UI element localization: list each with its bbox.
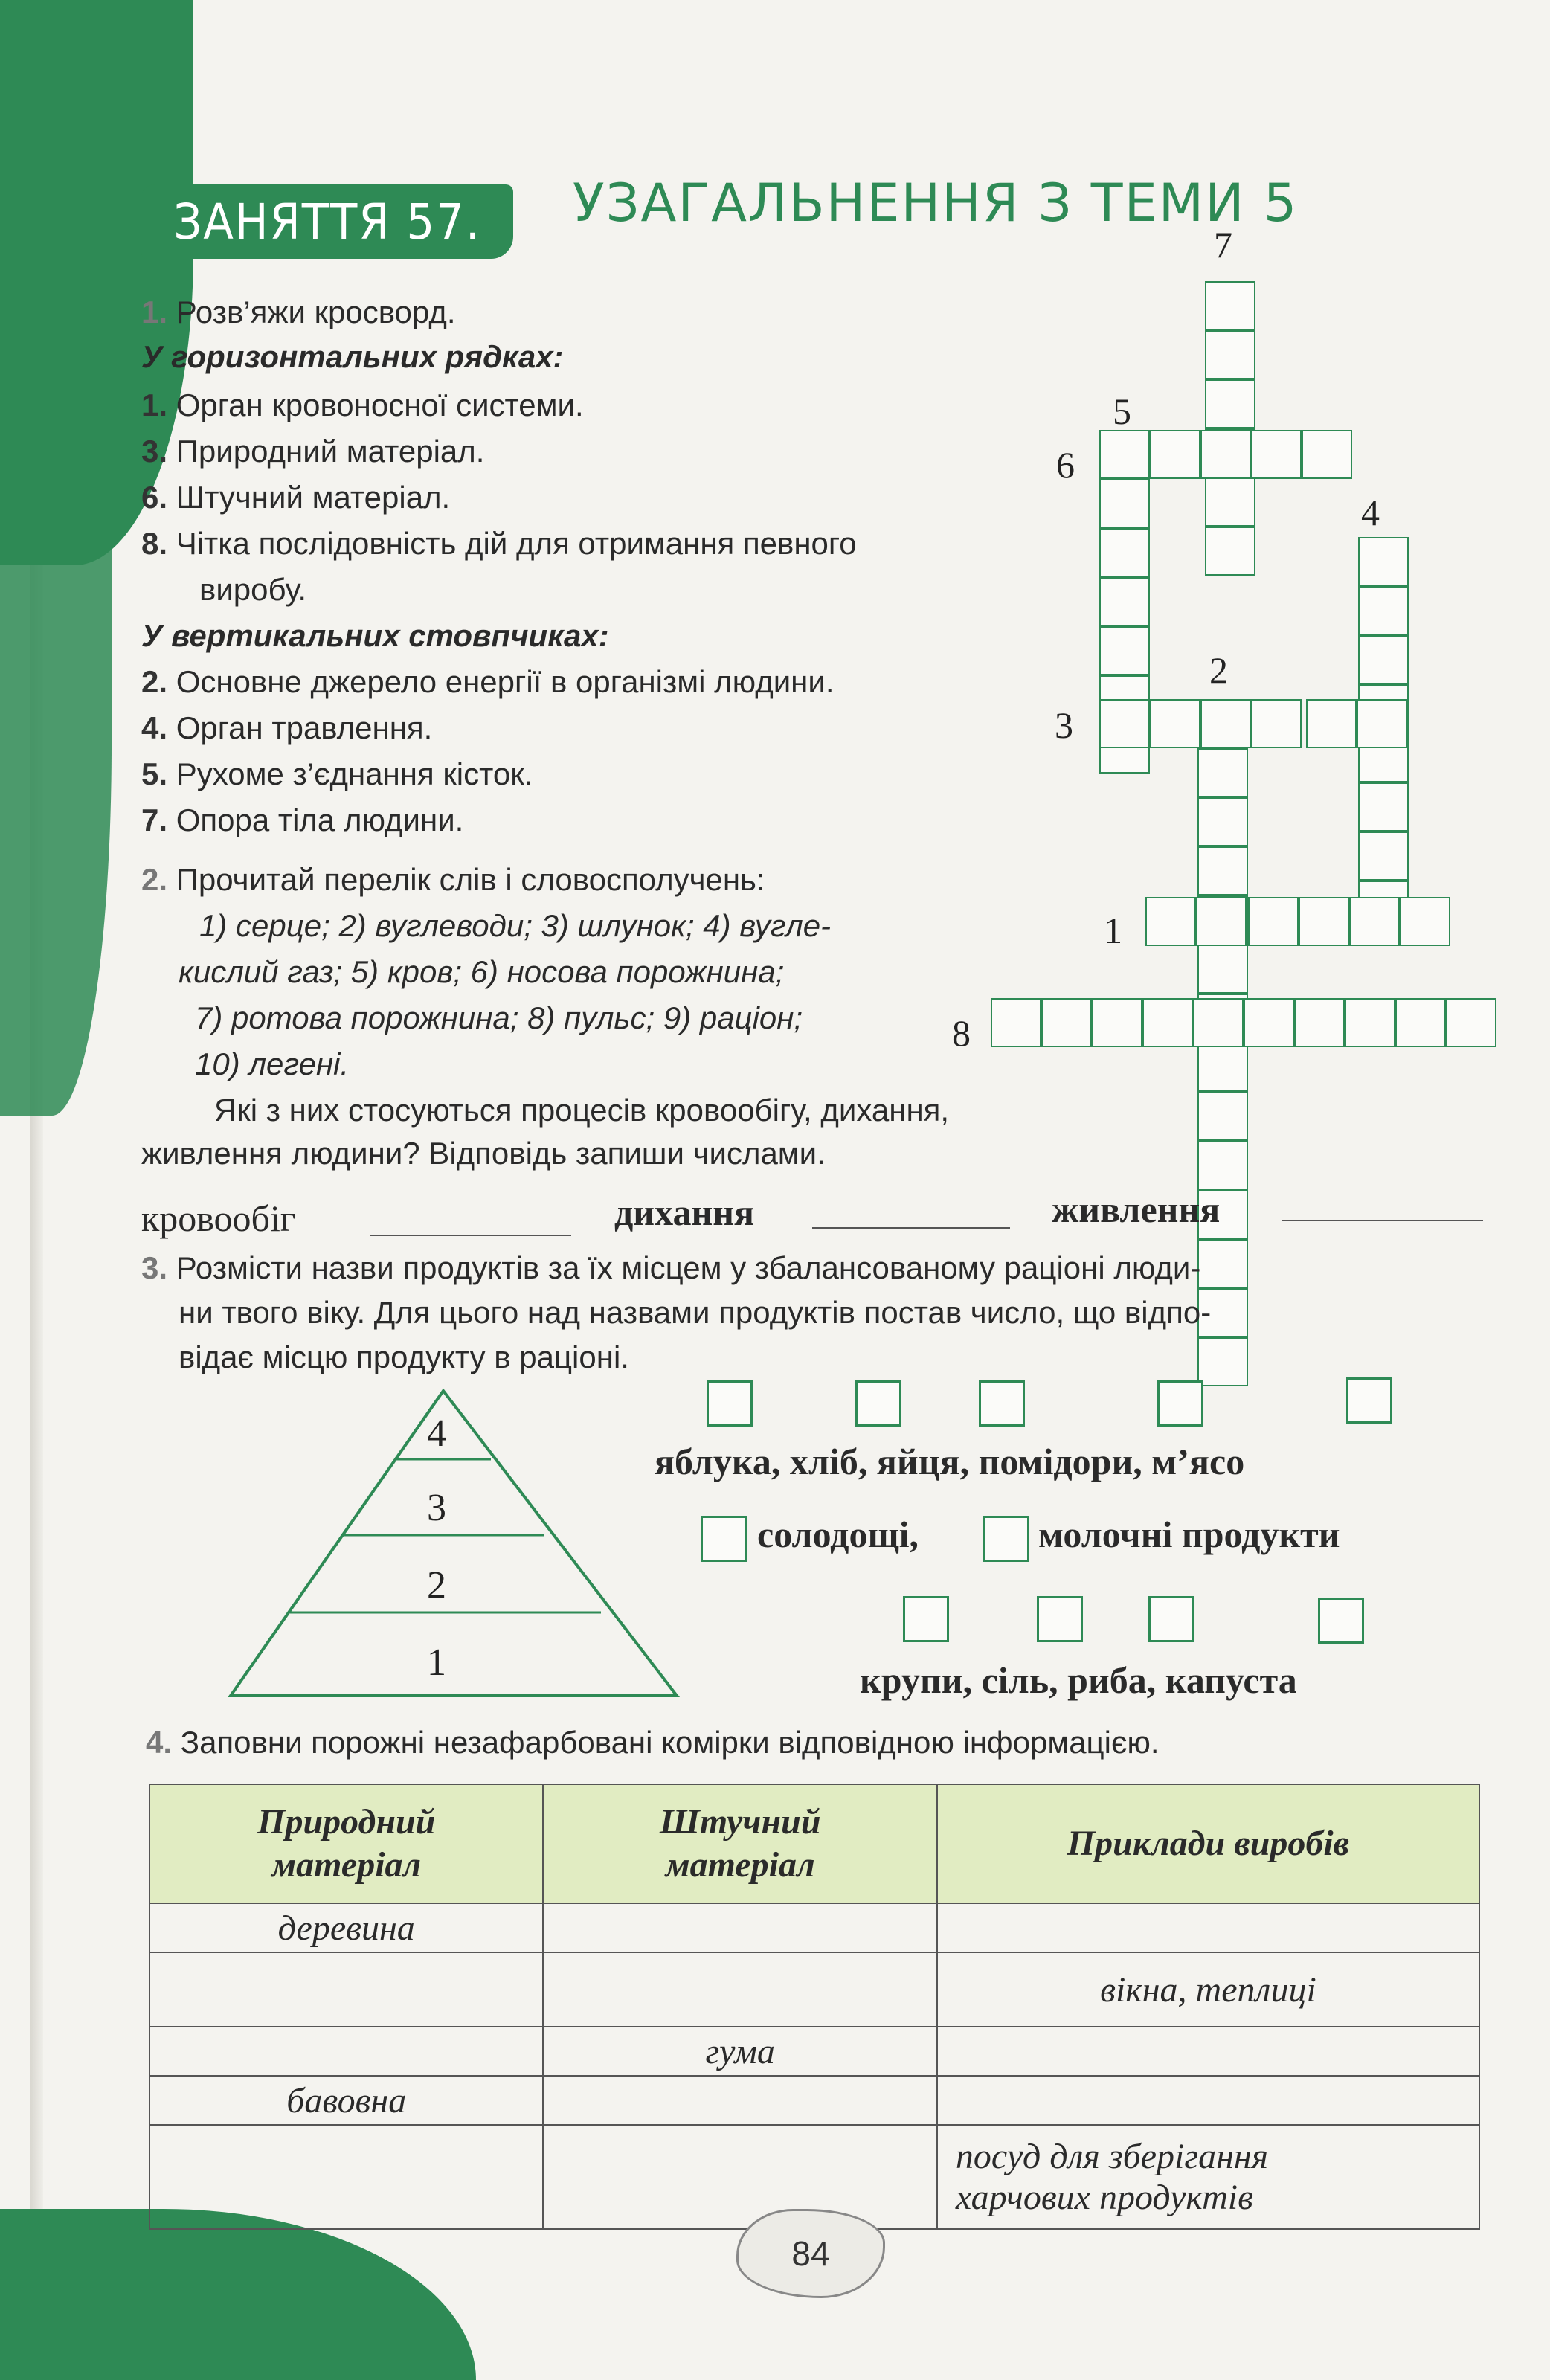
table-cell-empty[interactable] xyxy=(543,2076,936,2125)
crossword-cell[interactable] xyxy=(1251,699,1302,748)
crossword-cell[interactable] xyxy=(1358,537,1409,586)
task2-line4: 7) ротова порожнина; 8) пульс; 9) раціон; xyxy=(195,1000,803,1035)
crossword-cell[interactable] xyxy=(1400,897,1450,946)
table-cell-empty[interactable] xyxy=(149,2125,543,2229)
task1-prompt: Розв’яжи кросворд. xyxy=(176,295,456,329)
table-cell: деревина xyxy=(149,1903,543,1952)
crossword-cell[interactable] xyxy=(1358,586,1409,635)
food-sweets: солодощі, xyxy=(757,1514,919,1555)
answer-box-salt[interactable] xyxy=(1037,1596,1083,1642)
food-row1: яблука, хліб, яйця, помідори, м’ясо xyxy=(655,1441,1245,1482)
materials-table xyxy=(149,1784,1480,2230)
crossword-cell[interactable] xyxy=(1345,998,1395,1047)
header-artificial-material: Штучний матеріал xyxy=(543,1784,936,1903)
table-cell-empty[interactable] xyxy=(937,2027,1479,2076)
page-number-badge xyxy=(736,2209,885,2298)
table-cell: бавовна xyxy=(149,2076,543,2125)
table-cell: гума xyxy=(543,2027,936,2076)
crossword-number-2: 2 xyxy=(1209,649,1228,691)
label-circulation: кровообіг xyxy=(141,1197,296,1239)
task3-line3: відає місцю продукту в раціоні. xyxy=(179,1339,629,1374)
table-cell-empty[interactable] xyxy=(543,2125,936,2229)
task2-line2: 1) серце; 2) вуглеводи; 3) шлунок; 4) вугле- xyxy=(199,908,832,943)
table-cell-empty[interactable] xyxy=(149,1952,543,2027)
answer-line-nutrition[interactable] xyxy=(1282,1220,1483,1221)
crossword-cell[interactable] xyxy=(1299,897,1349,946)
clue-v5: 5. Рухоме з’єднання кісток. xyxy=(141,756,533,791)
crossword-cell[interactable] xyxy=(1150,699,1200,748)
table-header-row xyxy=(149,1784,1479,1903)
task2-line1: 2. Прочитай перелік слів і словосполучень: xyxy=(141,862,765,897)
crossword-cell[interactable] xyxy=(1099,479,1150,528)
clue-h3: 3. Природний матеріал. xyxy=(141,434,485,469)
crossword-cell[interactable] xyxy=(1145,897,1196,946)
lesson-title: УЗАГАЛЬНЕННЯ З ТЕМИ 5 xyxy=(573,173,1299,234)
crossword-cell[interactable] xyxy=(1357,699,1407,748)
crossword-cell[interactable] xyxy=(1349,897,1400,946)
crossword-cell[interactable] xyxy=(1205,477,1255,527)
answer-box-cereals[interactable] xyxy=(903,1596,949,1642)
task3-line2: ни твого віку. Для цього над назвами продуктів постав число, що відпо- xyxy=(179,1295,1212,1330)
crossword-cell[interactable] xyxy=(1196,897,1247,946)
answer-box-tomatoes[interactable] xyxy=(1157,1380,1203,1427)
crossword-cell[interactable] xyxy=(1092,998,1142,1047)
horizontal-heading: У горизонтальних рядках: xyxy=(141,339,564,374)
table-row xyxy=(149,2027,1479,2076)
clue-v2: 2. Основне джерело енергії в організмі людини. xyxy=(141,664,835,699)
answer-line-circulation[interactable] xyxy=(370,1235,571,1236)
crossword-cell[interactable] xyxy=(1358,782,1409,832)
pyramid-level-3: 3 xyxy=(427,1487,446,1529)
table-cell-empty[interactable] xyxy=(937,2076,1479,2125)
crossword-number-1: 1 xyxy=(1104,910,1122,951)
crossword-cell[interactable] xyxy=(1041,998,1092,1047)
crossword-cell[interactable] xyxy=(1197,1141,1248,1190)
crossword-cell[interactable] xyxy=(1251,430,1302,479)
task1-number: 1. xyxy=(141,295,168,329)
food-row3: крупи, сіль, риба, капуста xyxy=(860,1659,1297,1701)
task2-question2: живлення людини? Відповідь запиши числами. xyxy=(141,1136,826,1171)
answer-box-fish[interactable] xyxy=(1148,1596,1194,1642)
table-cell-empty[interactable] xyxy=(149,2027,543,2076)
label-breathing: дихання xyxy=(614,1191,755,1233)
crossword-cell[interactable] xyxy=(1197,1337,1248,1386)
label-nutrition: живлення xyxy=(1052,1189,1221,1230)
crossword-cell[interactable] xyxy=(1197,797,1248,846)
table-cell-empty[interactable] xyxy=(937,1903,1479,1952)
header-product-examples: Приклади виробів xyxy=(937,1784,1479,1903)
crossword-cell[interactable] xyxy=(1358,832,1409,881)
crossword-number-3: 3 xyxy=(1055,704,1073,746)
crossword-cell[interactable] xyxy=(991,998,1041,1047)
crossword-cell[interactable] xyxy=(1150,430,1200,479)
crossword-cell[interactable] xyxy=(1197,945,1248,994)
crossword-cell[interactable] xyxy=(1099,626,1150,675)
task2-line5: 10) легені. xyxy=(195,1046,350,1081)
table-row xyxy=(149,2076,1479,2125)
page-number: 84 xyxy=(791,2234,830,2273)
crossword-cell[interactable] xyxy=(1142,998,1193,1047)
crossword-cell[interactable] xyxy=(1205,379,1255,428)
table-row xyxy=(149,1952,1479,2027)
crossword-cell[interactable] xyxy=(1395,998,1446,1047)
crossword-number-4: 4 xyxy=(1361,492,1380,533)
clue-h6: 6. Штучний матеріал. xyxy=(141,480,451,515)
task1-heading xyxy=(141,294,456,331)
crossword-cell[interactable] xyxy=(1099,699,1150,748)
header-natural-material: Природний матеріал xyxy=(149,1784,543,1903)
answer-line-breathing[interactable] xyxy=(812,1227,1010,1229)
answer-box-dairy[interactable] xyxy=(983,1516,1029,1562)
crossword-cell[interactable] xyxy=(1197,748,1248,797)
crossword-cell[interactable] xyxy=(1205,281,1255,330)
crossword-cell[interactable] xyxy=(1099,577,1150,626)
crossword-number-7: 7 xyxy=(1214,224,1232,266)
crossword-cell[interactable] xyxy=(1197,1092,1248,1141)
vertical-heading: У вертикальних стовпчиках: xyxy=(141,618,609,653)
crossword-cell[interactable] xyxy=(1294,998,1345,1047)
crossword-number-8: 8 xyxy=(952,1012,971,1054)
crossword-cell[interactable] xyxy=(1197,1239,1248,1288)
crossword-cell[interactable] xyxy=(1244,998,1294,1047)
task4-heading: 4. Заповни порожні незафарбовані комірки відповідною інформацією. xyxy=(146,1725,1160,1760)
pyramid-level-1: 1 xyxy=(427,1641,446,1684)
crossword-cell[interactable] xyxy=(1302,430,1352,479)
crossword-cell[interactable] xyxy=(1200,699,1251,748)
clue-h8: 8. Чітка послідовність дій для отримання певного xyxy=(141,526,857,561)
table-cell-empty[interactable] xyxy=(543,1903,936,1952)
answer-box-cabbage[interactable] xyxy=(1318,1598,1364,1644)
task2-line3: кислий газ; 5) кров; 6) носова порожнина; xyxy=(179,954,785,989)
answer-box-meat[interactable] xyxy=(1346,1377,1392,1424)
table-cell: вікна, теплиці xyxy=(937,1952,1479,2027)
food-pyramid xyxy=(223,1383,684,1703)
crossword-cell[interactable] xyxy=(1197,846,1248,895)
crossword-cell[interactable] xyxy=(1248,897,1299,946)
crossword-cell[interactable] xyxy=(1197,1043,1248,1092)
crossword-cell[interactable] xyxy=(1306,699,1357,748)
clue-h8-continuation: виробу. xyxy=(199,572,307,607)
food-dairy: молочні продукти xyxy=(1038,1514,1340,1555)
crossword-cell[interactable] xyxy=(1200,430,1251,479)
table-cell-empty[interactable] xyxy=(543,1952,936,2027)
crossword-number-5: 5 xyxy=(1113,390,1131,432)
crossword-number-6: 6 xyxy=(1056,444,1075,486)
answer-box-sweets[interactable] xyxy=(701,1516,747,1562)
pyramid-level-2: 2 xyxy=(427,1564,446,1606)
answer-box-apples[interactable] xyxy=(707,1380,753,1427)
clue-v4: 4. Орган травлення. xyxy=(141,710,433,745)
crossword-cell[interactable] xyxy=(1193,998,1244,1047)
crossword-cell[interactable] xyxy=(1446,998,1496,1047)
lesson-badge: ЗАНЯТТЯ 57. xyxy=(141,184,513,259)
table-cell: посуд для зберігання харчових продуктів xyxy=(937,2125,1479,2229)
clue-v7: 7. Опора тіла людини. xyxy=(141,803,464,837)
crossword-cell[interactable] xyxy=(1358,635,1409,684)
crossword-cell[interactable] xyxy=(1099,430,1150,479)
crossword-cell[interactable] xyxy=(1205,527,1255,576)
crossword-cell[interactable] xyxy=(1099,528,1150,577)
task3-line1: 3. Розмісти назви продуктів за їх місцем у збалансованому раціоні люди- xyxy=(141,1250,1201,1285)
answer-box-eggs[interactable] xyxy=(979,1380,1025,1427)
answer-box-bread[interactable] xyxy=(855,1380,901,1427)
crossword-cell[interactable] xyxy=(1205,330,1255,379)
table-row xyxy=(149,1903,1479,1952)
task2-question1: Які з них стосуються процесів кровообігу, дихання, xyxy=(214,1093,950,1128)
green-decoration-bottom xyxy=(0,2209,476,2380)
pyramid-level-4: 4 xyxy=(427,1412,446,1455)
clue-h1: 1. Орган кровоносної системи. xyxy=(141,387,584,422)
